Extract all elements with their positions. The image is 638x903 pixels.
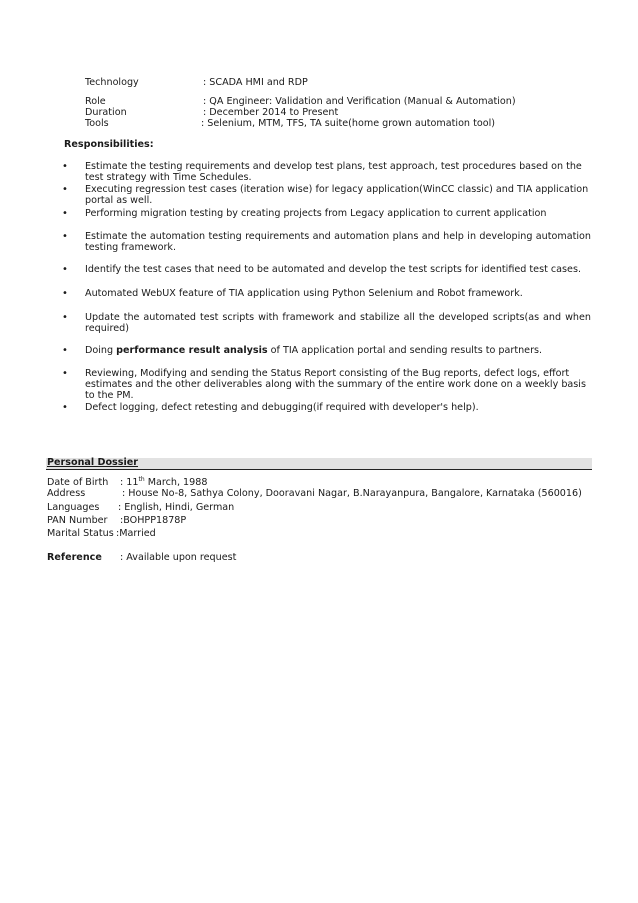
tools-label: Tools: [85, 118, 109, 129]
bullet-icon: •: [62, 402, 68, 413]
bullet-icon: •: [62, 184, 68, 195]
bullet-icon: •: [62, 288, 68, 299]
languages-value: : English, Hindi, German: [118, 502, 235, 513]
bullet-icon: •: [62, 345, 68, 356]
responsibility-prefix: Doing: [85, 345, 117, 356]
responsibility-text: Performing migration testing by creating projects from Legacy application to current application: [85, 208, 547, 219]
bullet-icon: •: [62, 161, 68, 172]
tools-value: : Selenium, MTM, TFS, TA suite(home grown automation tool): [201, 118, 495, 129]
languages-label: Languages: [47, 502, 100, 513]
address-label: Address: [47, 488, 86, 499]
address-value: : House No-8, Sathya Colony, Dooravani Nagar, B.Narayanpura, Bangalore, Karnataka (560016): [122, 488, 582, 499]
bullet-icon: •: [62, 208, 68, 219]
bullet-icon: •: [62, 312, 68, 323]
marital-value: :Married: [116, 528, 156, 539]
responsibility-bold: performance result analysis: [116, 345, 268, 356]
responsibilities-heading: Responsibilities:: [64, 139, 154, 150]
section-title: Personal Dossier: [47, 457, 139, 468]
reference-label: Reference: [47, 552, 102, 563]
pan-value: :BOHPP1878P: [120, 515, 187, 526]
reference-value: : Available upon request: [120, 552, 237, 563]
bullet-icon: •: [62, 368, 68, 379]
responsibility-text: Executing regression test cases (iteration wise) for legacy application(WinCC classic) and TIA application portal as well.: [85, 184, 589, 207]
dob-ordinal: th: [138, 475, 145, 483]
bullet-icon: •: [62, 264, 68, 275]
responsibility-text: Estimate the automation testing requirements and automation plans and help in developing automation testing framework.: [85, 231, 591, 254]
technology-value: : SCADA HMI and RDP: [203, 77, 308, 88]
duration-value: : December 2014 to Present: [203, 107, 339, 118]
responsibility-text: Automated WebUX feature of TIA application using Python Selenium and Robot framework.: [85, 288, 523, 299]
responsibility-text: [85, 345, 591, 356]
responsibility-text: Estimate the testing requirements and develop test plans, test approach, test procedures based on the test strategy with Time Schedules.: [85, 161, 582, 184]
responsibility-text: Identify the test cases that need to be automated and develop the test scripts for identified test cases.: [85, 264, 581, 275]
dob-label: Date of Birth: [47, 477, 109, 488]
responsibility-text: Update the automated test scripts with framework and stabilize all the developed scripts(as and when required): [85, 312, 591, 335]
dob-rest: March, 1988: [144, 477, 208, 488]
marital-label: Marital Status: [47, 528, 114, 539]
bullet-icon: •: [62, 231, 68, 242]
duration-label: Duration: [85, 107, 127, 118]
responsibility-suffix: of TIA application portal and sending results to partners.: [267, 345, 543, 356]
responsibility-text: Reviewing, Modifying and sending the Status Report consisting of the Bug reports, defect logs, effort estimates and the other deliverables along with the summary of the entire work done on a weekly basis to the PM.: [85, 368, 586, 402]
pan-label: PAN Number: [47, 515, 108, 526]
technology-label: Technology: [85, 77, 139, 88]
role-value: : QA Engineer: Validation and Verification (Manual & Automation): [203, 96, 516, 107]
role-label: Role: [85, 96, 106, 107]
personal-dossier-header: [46, 458, 592, 470]
dob-day: : 11: [120, 477, 139, 488]
responsibility-text: Defect logging, defect retesting and debugging(if required with developer's help).: [85, 402, 479, 413]
